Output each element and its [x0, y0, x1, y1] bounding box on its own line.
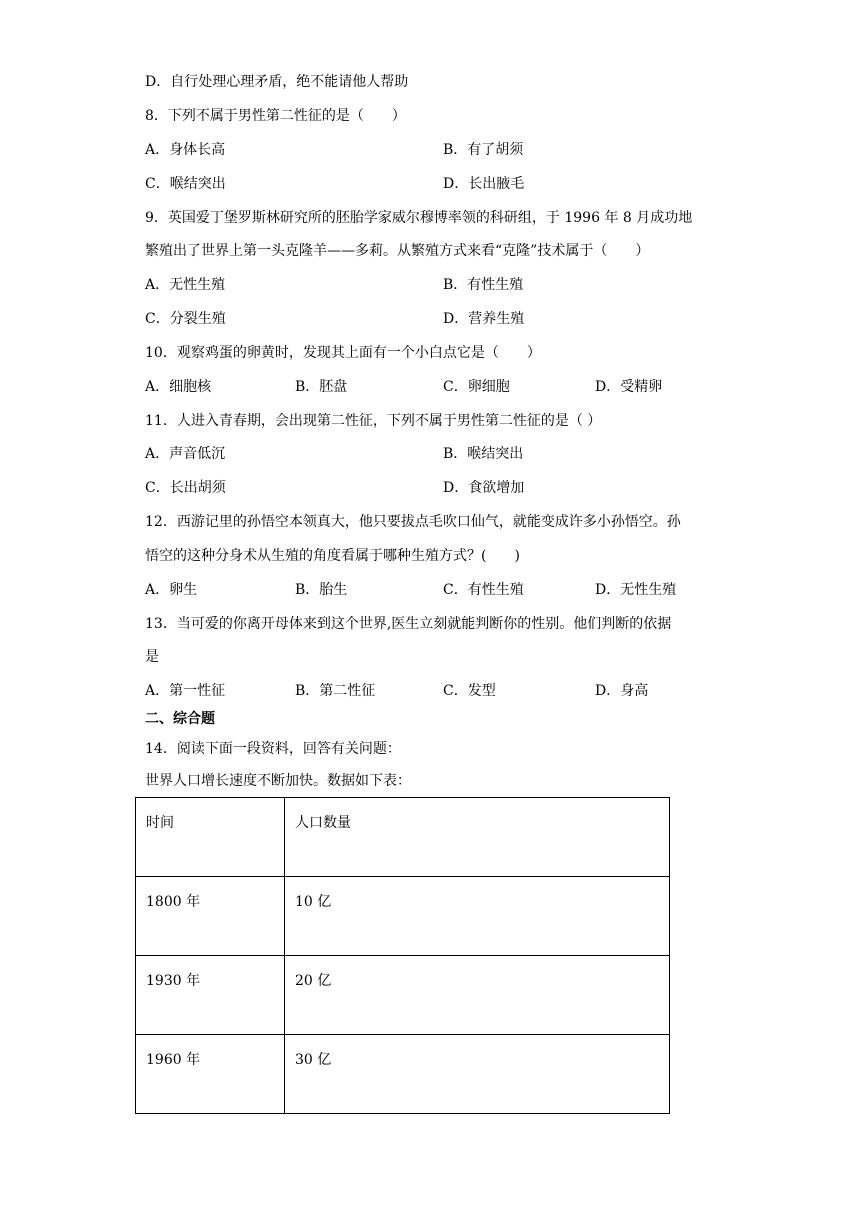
- q12-option-b: B．胎生: [295, 582, 348, 598]
- table-cell-population: 20 亿: [285, 956, 670, 1035]
- q9-option-b: B．有性生殖: [443, 277, 524, 293]
- table-cell-population: 10 亿: [285, 877, 670, 956]
- q13-stem-line1: 13．当可爱的你离开母体来到这个世界,医生立刻就能判断你的性别。他们判断的依据: [145, 616, 672, 632]
- q13-option-b: B．第二性征: [295, 683, 376, 699]
- q9-stem-line2: 繁殖出了世界上第一头克隆羊——多莉。从繁殖方式来看“克隆”技术属于（ ）: [145, 243, 650, 259]
- table-header-time: 时间: [136, 798, 285, 877]
- q14-stem: 14．阅读下面一段资料，回答有关问题：: [145, 741, 401, 757]
- q9-option-a: A．无性生殖: [145, 277, 226, 293]
- q13-stem-line2: 是: [145, 649, 159, 665]
- q8-option-a: A．身体长高: [145, 142, 226, 158]
- q11-option-d: D．食欲增加: [443, 480, 525, 496]
- q7-option-d: D．自行处理心理矛盾，绝不能请他人帮助: [145, 74, 409, 90]
- q8-option-c: C．喉结突出: [145, 176, 226, 192]
- q10-option-d: D．受精卵: [595, 379, 663, 395]
- q8-option-d: D．长出腋毛: [443, 176, 525, 192]
- q10-option-c: C．卵细胞: [443, 379, 510, 395]
- q13-option-a: A．第一性征: [145, 683, 226, 699]
- q13-option-c: C．发型: [443, 683, 496, 699]
- q11-option-b: B．喉结突出: [443, 446, 524, 462]
- table-cell-year: 1930 年: [136, 956, 285, 1035]
- q12-stem-line2: 悟空的这种分身术从生殖的角度看属于哪种生殖方式？( ): [145, 548, 520, 564]
- table-row: [136, 956, 670, 1035]
- q9-option-d: D．营养生殖: [443, 311, 525, 327]
- population-table: [135, 797, 670, 1114]
- q10-option-a: A．细胞核: [145, 379, 212, 395]
- table-row: [136, 1035, 670, 1114]
- table-cell-population: 30 亿: [285, 1035, 670, 1114]
- q11-option-a: A．声音低沉: [145, 446, 226, 462]
- q10-stem: 10．观察鸡蛋的卵黄时，发现其上面有一个小白点它是（ ）: [145, 345, 541, 361]
- q12-option-c: C．有性生殖: [443, 582, 524, 598]
- q9-stem-line1: 9．英国爱丁堡罗斯林研究所的胚胎学家威尔穆博率领的科研组，于 1996 年 8 月成功地: [145, 210, 693, 226]
- section-heading: 二、综合题: [145, 711, 215, 727]
- q13-option-d: D．身高: [595, 683, 649, 699]
- table-cell-year: 1800 年: [136, 877, 285, 956]
- q12-option-a: A．卵生: [145, 582, 198, 598]
- q11-stem: 11．人进入青春期，会出现第二性征，下列不属于男性第二性征的是（ ）: [145, 413, 602, 429]
- q11-option-c: C．长出胡须: [145, 480, 226, 496]
- table-header-population: 人口数量: [285, 798, 670, 877]
- q10-option-b: B．胚盘: [295, 379, 348, 395]
- q9-option-c: C．分裂生殖: [145, 311, 226, 327]
- q14-intro: 世界人口增长速度不断加快。数据如下表：: [145, 773, 411, 789]
- q12-stem-line1: 12．西游记里的孙悟空本领真大，他只要拔点毛吹口仙气，就能变成许多小孙悟空。孙: [145, 514, 681, 530]
- table-header-row: [136, 798, 670, 877]
- q8-option-b: B．有了胡须: [443, 142, 524, 158]
- q12-option-d: D．无性生殖: [595, 582, 677, 598]
- table-row: [136, 877, 670, 956]
- table-cell-year: 1960 年: [136, 1035, 285, 1114]
- q8-stem: 8．下列不属于男性第二性征的是（ ）: [145, 108, 406, 124]
